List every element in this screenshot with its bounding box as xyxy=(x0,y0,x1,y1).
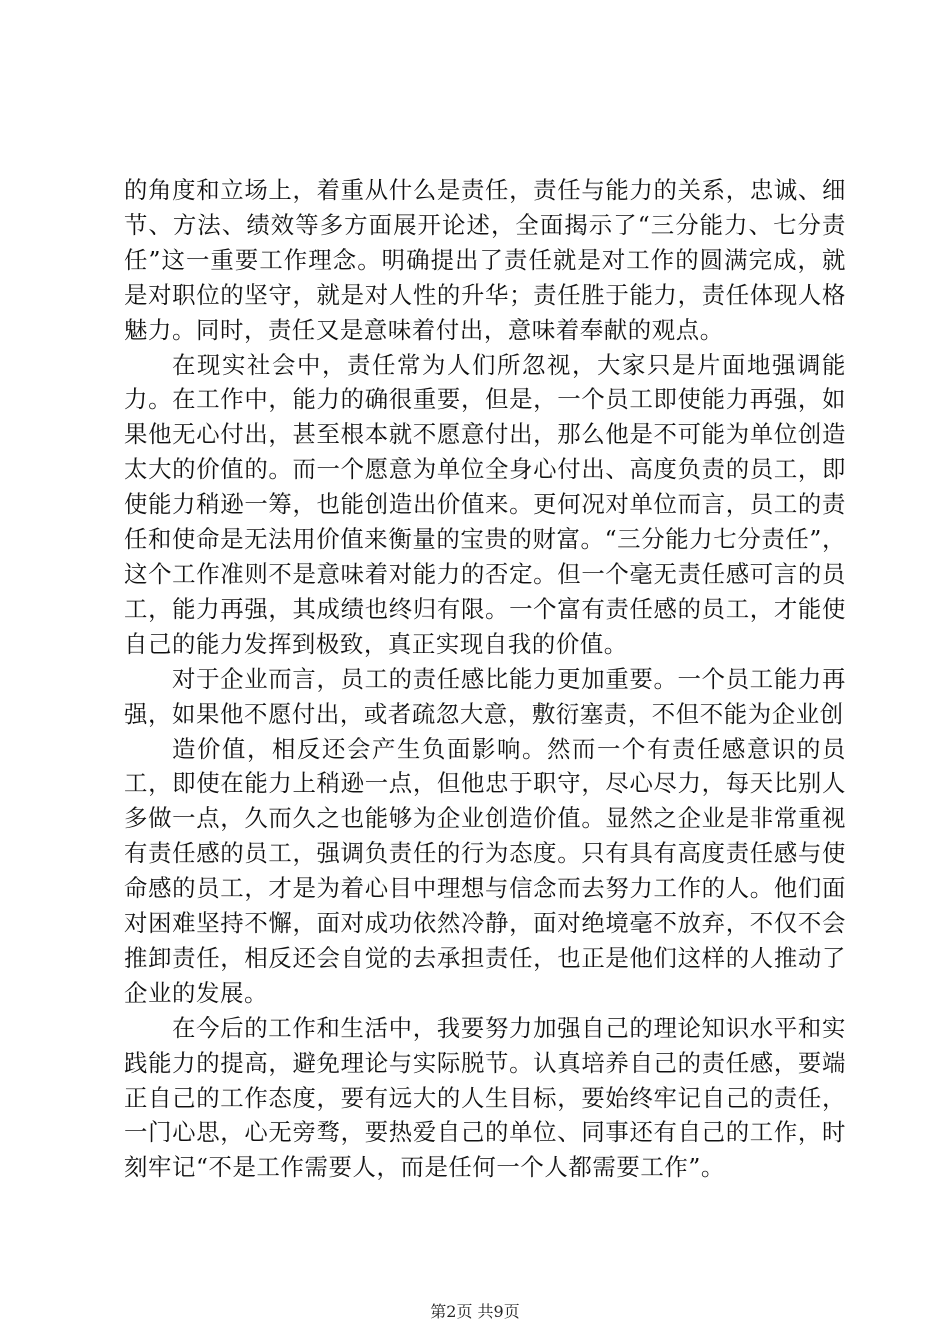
paragraph-1: 的角度和立场上，着重从什么是责任，责任与能力的关系，忠诚、细节、方法、绩效等多方面展开论述，全面揭示了“三分能力、七分责任”这一重要工作理念。明确提出了责任就是对工作的圆满完成，就是对职位的坚守，就是对人性的升华；责任胜于能力，责任体现人格魅力。同时，责任又是意味着付出，意味着奉献的观点。 xyxy=(124,176,846,344)
document-body xyxy=(124,173,846,1185)
paragraph-4: 造价值，相反还会产生负面影响。然而一个有责任感意识的员工，即使在能力上稍逊一点，但他忠于职守，尽心尽力，每天比别人多做一点，久而久之也能够为企业创造价值。显然之企业是非常重视有责任感的员工，强调负责任的行为态度。只有具有高度责任感与使命感的员工，才是为着心目中理想与信念而去努力工作的人。他们面对困难坚持不懈，面对成功依然冷静，面对绝境毫不放弃，不仅不会推卸责任，相反还会自觉的去承担责任，也正是他们这样的人推动了企业的发展。 xyxy=(124,734,846,1007)
paragraph-5: 在今后的工作和生活中，我要努力加强自己的理论知识水平和实践能力的提高，避免理论与实际脱节。认真培养自己的责任感，要端正自己的工作态度，要有远大的人生目标，要始终牢记自己的责任，一门心思，心无旁骛，要热爱自己的单位、同事还有自己的工作，时刻牢记“不是工作需要人，而是任何一个人都需要工作”。 xyxy=(124,1013,846,1182)
paragraph-3: 对于企业而言，员工的责任感比能力更加重要。一个员工能力再强，如果他不愿付出，或者疏忽大意，敷衍塞责，不但不能为企业创 xyxy=(124,664,846,728)
paragraph-2: 在现实社会中，责任常为人们所忽视，大家只是片面地强调能力。在工作中，能力的确很重要，但是，一个员工即使能力再强，如果他无心付出，甚至根本就不愿意付出，那么他是不可能为单位创造太大的价值的。而一个愿意为单位全身心付出、高度负责的员工，即使能力稍逊一筹，也能创造出价值来。更何况对单位而言，员工的责任和使命是无法用价值来衡量的宝贵的财富。“三分能力七分责任”，这个工作准则不是意味着对能力的否定。但一个毫无责任感可言的员工，能力再强，其成绩也终归有限。一个富有责任感的员工，才能使自己的能力发挥到极致，真正实现自我的价值。 xyxy=(124,350,846,658)
page-number-footer: 第2页 共9页 xyxy=(430,1302,520,1321)
